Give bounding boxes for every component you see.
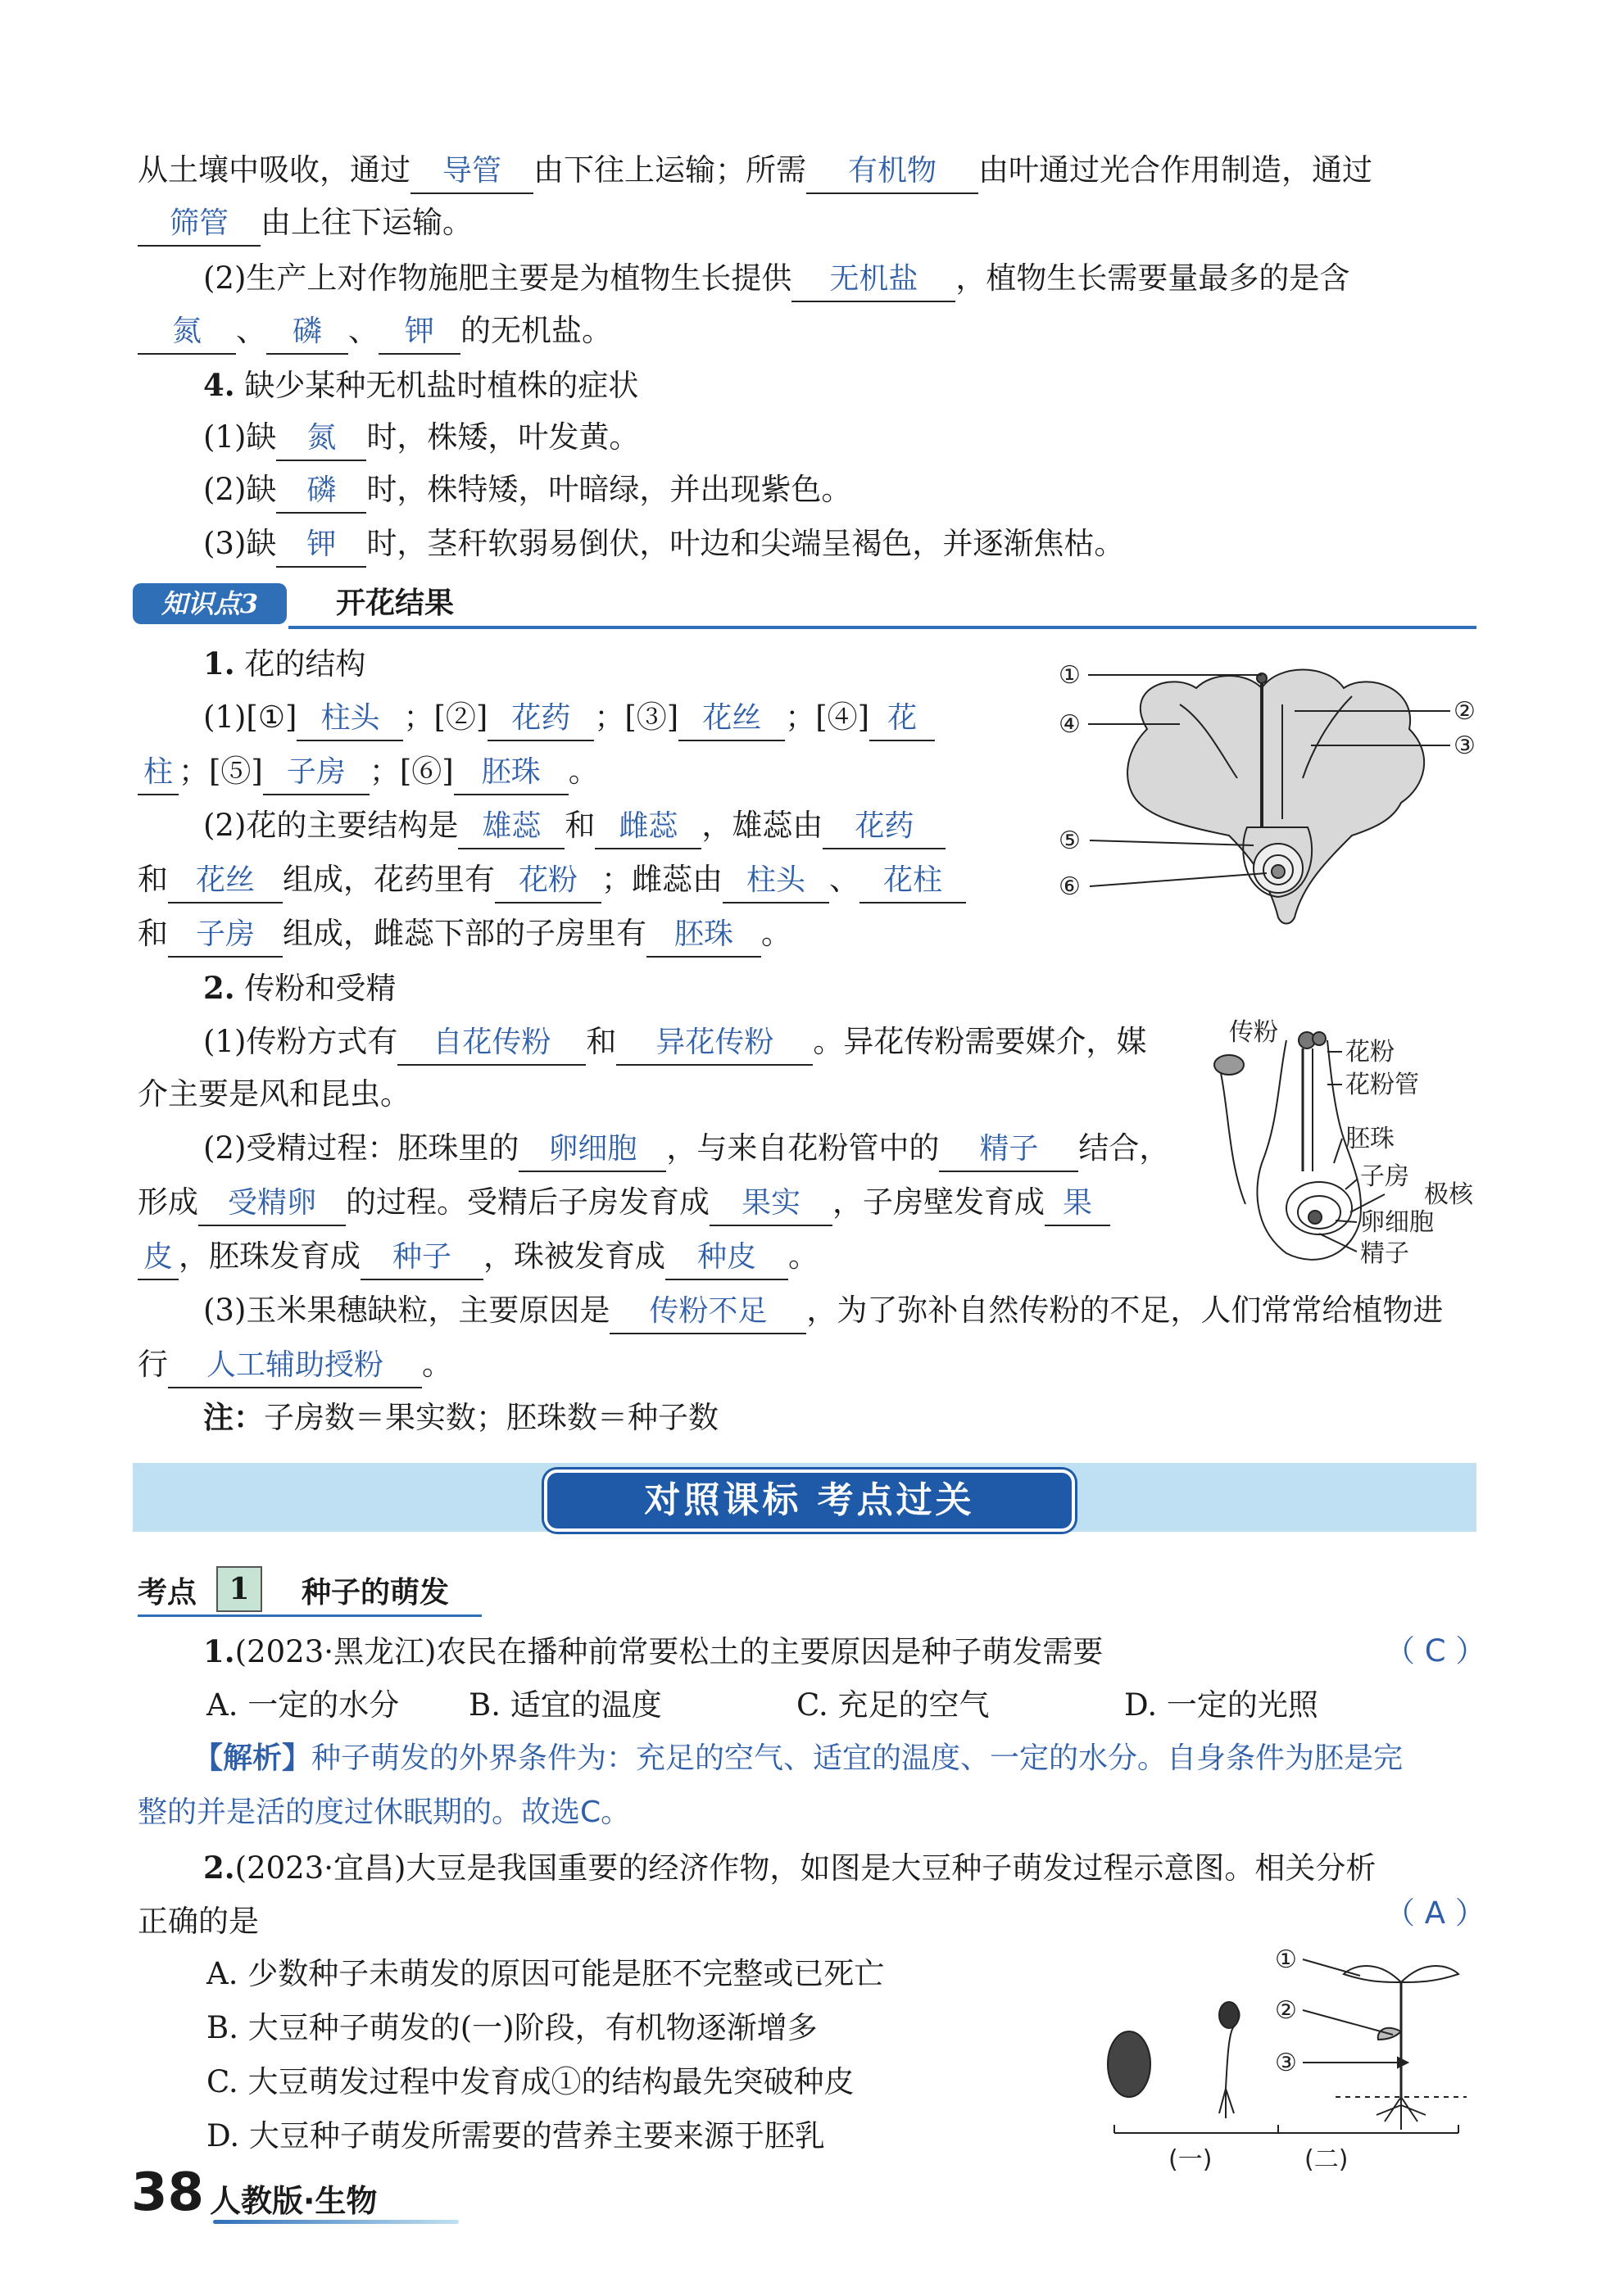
answer-blank: 钾 [379,310,460,355]
text-line: 1. 花的结构 [203,645,366,682]
answer-blank: 磷 [276,469,366,514]
text-line: 形成 受精卵 的过程。受精后子房发育成 果实 ，子房壁发育成 果 [138,1178,1110,1227]
answer-blank: 胚珠 [454,751,569,795]
option: C. 大豆萌发过程中发育成①的结构最先突破种皮 [206,2064,855,2099]
flower-label: ② [1454,697,1476,726]
answer-blank: 氮 [276,417,366,461]
answer-blank: 精子 [939,1128,1078,1172]
answer-blank: 有机物 [806,150,978,194]
answer-blank: 种皮 [665,1236,788,1280]
answer-blank: 花药 [823,805,946,849]
answer-blank: 柱 [138,751,179,795]
text-line: 和 子房 组成，雌蕊下部的子房里有 胚珠 。 [138,909,791,958]
fert-label: 极核 [1424,1180,1473,1209]
answer-blank: 胚珠 [646,913,761,958]
option: B. 大豆种子萌发的(一)阶段，有机物逐渐增多 [206,2010,818,2045]
answer-blank: 导管 [410,150,533,194]
soy-label: (一) [1168,2145,1213,2171]
answer-blank: 花柱 [859,859,966,903]
text-line: 介主要是风和昆虫。 [138,1076,410,1112]
text-line: 4. 缺少某种无机盐时植株的症状 [203,367,639,403]
fert-label: 卵细胞 [1360,1208,1434,1237]
answer-blank: 自花传粉 [397,1021,586,1066]
answer-blank: 柱头 [297,697,403,741]
answer-blank: 雄蕊 [458,805,565,849]
answer-blank: 雌蕊 [595,805,701,849]
option: D. 大豆种子萌发所需要的营养主要来源于胚乳 [206,2118,825,2153]
question-stem: 1.(2023·黑龙江)农民在播种前常要松土的主要原因是种子萌发需要 [203,1633,1104,1669]
answer-blank: 种子 [361,1236,483,1280]
answer-blank: 钾 [276,523,366,568]
answer-blank: 花药 [488,697,594,741]
text-line: 注：子房数＝果实数；胚珠数＝种子数 [203,1399,719,1435]
answer-blank: 卵细胞 [519,1128,666,1172]
section-title: 开花结果 [336,586,455,620]
section-header [133,578,1476,629]
text-line: (2)受精过程：胚珠里的 卵细胞 ，与来自花粉管中的 精子 结合， [203,1124,1169,1173]
edition-label: 人教版·生物 [210,2183,378,2219]
flower-structure-figure [1057,655,1483,934]
option: B. 适宜的温度 [469,1687,662,1723]
soy-label: ③ [1275,2049,1297,2077]
answer-blank: 氮 [138,310,236,355]
answer-blank: 花丝 [168,859,283,903]
question-stem: 正确的是 [138,1904,259,1939]
section-rule [288,626,1476,629]
fert-label: 传粉 [1229,1018,1278,1047]
answer-blank: 人工辅助授粉 [168,1344,422,1388]
page-number: 38 [131,2162,205,2223]
exam-point-label: 考点 [138,1576,197,1610]
flower-label: ④ [1059,710,1081,739]
question-answer: （ A ） [1385,1895,1485,1931]
soy-label: ① [1275,1945,1297,1974]
answer-blank: 花 [869,697,935,741]
text-line: 筛管 由上往下运输。 [138,198,473,247]
answer-blank: 柱头 [723,859,829,903]
answer-blank: 皮 [138,1236,179,1280]
exam-point-header [138,1563,482,1617]
option: A. 少数种子未萌发的原因可能是胚不完整或已死亡 [206,1956,885,1991]
text-line: 行 人工辅助授粉 。 [138,1340,452,1389]
question-answer: （ C ） [1385,1633,1486,1669]
page-footer [131,2162,623,2236]
soy-label: (二) [1304,2145,1349,2171]
answer-blank: 果 [1045,1182,1110,1226]
exam-point-rule [138,1614,482,1617]
text-line: 和 花丝 组成，花药里有 花粉 ；雌蕊由 柱头 、 花柱 [138,855,966,904]
flower-drawing [1127,670,1424,924]
text-line: 氮 、 磷 、 钾 的无机盐。 [138,306,612,355]
text-line: (1)缺 氮 时，株矮，叶发黄。 [203,413,639,462]
exam-point-title: 种子的萌发 [302,1576,450,1610]
soy-label: ② [1275,1996,1297,2025]
soybean-germination-figure [1090,1925,1483,2171]
fert-label: 花粉 [1345,1038,1395,1066]
text-line: 2. 传粉和受精 [203,970,397,1006]
text-line: (2)生产上对作物施肥主要是为植物生长提供 无机盐 ，植物生长需要量最多的是含 [203,254,1349,303]
option: A. 一定的水分 [206,1687,400,1723]
answer-blank: 子房 [263,751,370,795]
analysis: 整的并是活的度过休眠期的。故选C。 [138,1796,631,1829]
footer-rule [213,2220,459,2224]
text-line: (3)缺 钾 时，茎秆软弱易倒伏，叶边和尖端呈褐色，并逐渐焦枯。 [203,519,1124,568]
fert-label: 子房 [1360,1162,1409,1191]
text-line: 皮 ，胚珠发育成 种子 ，珠被发育成 种皮 。 [138,1232,819,1281]
text-line: 从土壤中吸收，通过 导管 由下往上运输；所需 有机物 由叶通过光合作用制造，通过 [138,146,1372,195]
fert-label: 精子 [1360,1239,1409,1268]
text-line: (2)花的主要结构是 雄蕊 和 雌蕊 ，雄蕊由 花药 [203,801,946,850]
flower-label: ⑥ [1059,872,1081,901]
answer-blank: 筛管 [138,202,261,247]
flower-label: ⑤ [1059,826,1081,855]
answer-blank: 花丝 [678,697,785,741]
answer-blank: 磷 [266,310,348,355]
answer-blank: 受精卵 [198,1182,346,1226]
fert-label: 胚珠 [1345,1125,1395,1153]
section-banner [133,1463,1476,1532]
answer-blank: 果实 [710,1182,832,1226]
text-line: (2)缺 磷 时，株特矮，叶暗绿，并出现紫色。 [203,465,851,514]
text-line: (3)玉米果穗缺粒，主要原因是 传粉不足 ，为了弥补自然传粉的不足，人们常常给植物进 [203,1286,1443,1335]
fert-label: 花粉管 [1345,1071,1419,1099]
answer-blank: 异花传粉 [616,1021,813,1066]
exam-point-number: 1 [216,1566,262,1612]
answer-blank: 子房 [168,913,283,958]
text-line: 柱 ；[⑤] 子房 ；[⑥] 胚珠 。 [138,747,599,796]
option-row [206,1681,1318,1730]
soybean-drawing [1108,1966,1467,2130]
answer-blank: 无机盐 [791,258,955,302]
text-line: (1)[①] 柱头 ；[②] 花药 ；[③] 花丝 ；[④] 花 [203,693,935,742]
flower-label: ③ [1454,731,1476,760]
text-line: (1)传粉方式有 自花传粉 和 异花传粉 。异花传粉需要媒介，媒 [203,1017,1146,1066]
answer-blank: 传粉不足 [610,1290,806,1334]
option: C. 充足的空气 [796,1687,990,1723]
knowledge-badge: 知识点3 [133,583,287,624]
banner-title: 对照课标 考点过关 [544,1470,1075,1532]
question-stem: 2.(2023·宜昌)大豆是我国重要的经济作物，如图是大豆种子萌发过程示意图。相关分析 [203,1850,1376,1886]
fertilization-figure [1196,1016,1491,1278]
option: D. 一定的光照 [1124,1687,1318,1723]
analysis: 【解析】种子萌发的外界条件为：充足的空气、适宜的温度、一定的水分。自身条件为胚是完 [193,1741,1404,1775]
flower-label: ① [1059,661,1081,690]
answer-blank: 花粉 [495,859,601,903]
